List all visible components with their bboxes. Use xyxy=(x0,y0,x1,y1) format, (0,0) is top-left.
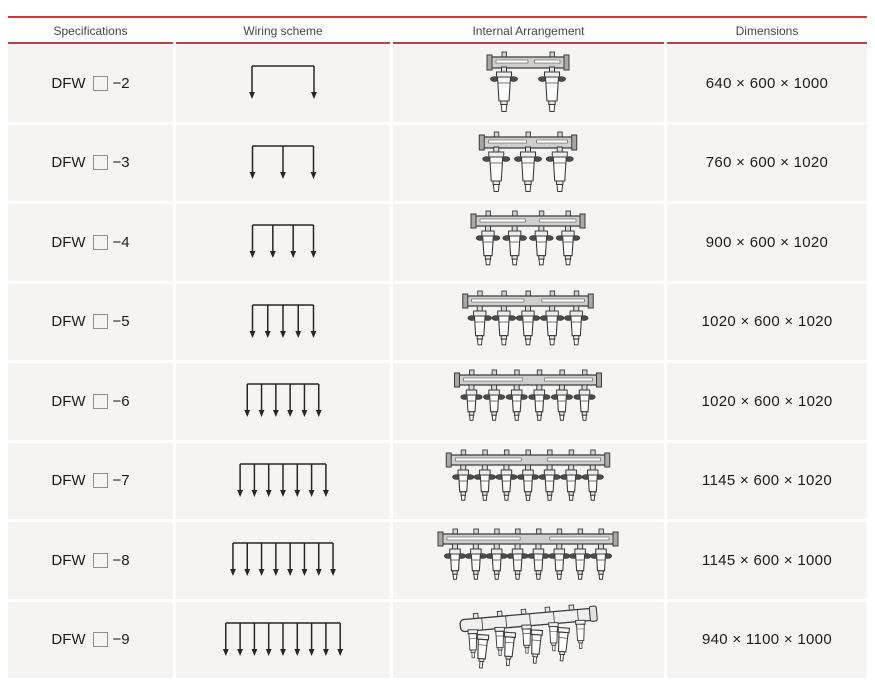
dimensions-value: 940 × 1100 × 1000 xyxy=(702,631,832,649)
internal-arrangement-cell xyxy=(393,204,664,281)
wiring-scheme-cell xyxy=(176,602,390,679)
wiring-scheme-diagram xyxy=(176,284,390,360)
spec-cell xyxy=(8,443,173,520)
spec-prefix: DFW xyxy=(51,74,86,92)
wiring-scheme-diagram xyxy=(176,125,390,201)
spec-placeholder-box-icon xyxy=(93,155,108,170)
spec-label xyxy=(51,75,129,92)
wiring-scheme-cell xyxy=(176,45,390,122)
dimensions-value: 1145 × 600 × 1000 xyxy=(702,551,832,569)
spec-suffix: −4 xyxy=(112,233,130,251)
spec-prefix: DFW xyxy=(51,631,86,649)
spec-label xyxy=(51,313,129,330)
spec-suffix: −6 xyxy=(112,392,130,410)
internal-arrangement-cell xyxy=(393,45,664,122)
spec-suffix: −9 xyxy=(112,631,130,649)
spec-label xyxy=(51,234,129,251)
spec-label xyxy=(51,552,129,569)
wiring-scheme-diagram xyxy=(176,602,390,678)
internal-arrangement-cell xyxy=(393,363,664,440)
spec-placeholder-box-icon xyxy=(93,473,108,488)
internal-arrangement-cell xyxy=(393,284,664,361)
internal-arrangement-drawing xyxy=(393,204,664,280)
table-row xyxy=(8,45,867,122)
table-row xyxy=(8,284,867,361)
dimensions-value: 1020 × 600 × 1020 xyxy=(701,392,833,410)
internal-arrangement-drawing xyxy=(393,363,664,439)
spec-suffix: −8 xyxy=(112,551,130,569)
dimensions-cell xyxy=(667,125,867,202)
internal-arrangement-drawing xyxy=(393,522,664,598)
wiring-scheme-cell xyxy=(176,443,390,520)
spec-placeholder-box-icon xyxy=(93,553,108,568)
spec-cell xyxy=(8,125,173,202)
column-header-dimensions: Dimensions xyxy=(667,19,867,44)
spec-placeholder-box-icon xyxy=(93,314,108,329)
dimensions-cell xyxy=(667,443,867,520)
spec-suffix: −5 xyxy=(112,313,130,331)
wiring-scheme-diagram xyxy=(176,443,390,519)
table-row xyxy=(8,125,867,202)
spec-prefix: DFW xyxy=(51,233,86,251)
internal-arrangement-drawing xyxy=(393,125,664,201)
spec-placeholder-box-icon xyxy=(93,76,108,91)
table-top-rule xyxy=(8,16,867,18)
spec-cell xyxy=(8,522,173,599)
spec-label xyxy=(51,154,129,171)
dimensions-value: 640 × 600 × 1000 xyxy=(705,74,829,92)
spec-cell xyxy=(8,602,173,679)
dimensions-value: 1020 × 600 × 1020 xyxy=(701,313,833,331)
spec-suffix: −7 xyxy=(112,472,130,490)
spec-prefix: DFW xyxy=(51,472,86,490)
wiring-scheme-diagram xyxy=(176,522,390,598)
wiring-scheme-cell xyxy=(176,204,390,281)
spec-cell xyxy=(8,45,173,122)
internal-arrangement-drawing xyxy=(393,45,664,121)
spec-suffix: −2 xyxy=(112,74,130,92)
table-row xyxy=(8,522,867,599)
spec-placeholder-box-icon xyxy=(93,235,108,250)
internal-arrangement-drawing xyxy=(393,443,664,519)
spec-prefix: DFW xyxy=(51,392,86,410)
dimensions-cell xyxy=(667,204,867,281)
wiring-scheme-diagram xyxy=(176,363,390,439)
dimensions-value: 1145 × 600 × 1020 xyxy=(702,472,832,490)
spec-prefix: DFW xyxy=(51,551,86,569)
dimensions-cell xyxy=(667,522,867,599)
spec-suffix: −3 xyxy=(112,154,130,172)
table-row xyxy=(8,602,867,679)
column-header-internal-arrangement: Internal Arrangement xyxy=(393,19,664,44)
spec-placeholder-box-icon xyxy=(93,394,108,409)
internal-arrangement-drawing xyxy=(393,602,664,678)
internal-arrangement-cell xyxy=(393,602,664,679)
dimensions-cell xyxy=(667,363,867,440)
table-row xyxy=(8,443,867,520)
wiring-scheme-diagram xyxy=(176,45,390,121)
product-spec-table xyxy=(8,16,867,678)
dimensions-cell xyxy=(667,45,867,122)
spec-cell xyxy=(8,204,173,281)
wiring-scheme-cell xyxy=(176,363,390,440)
spec-placeholder-box-icon xyxy=(93,632,108,647)
wiring-scheme-cell xyxy=(176,125,390,202)
dimensions-value: 760 × 600 × 1020 xyxy=(705,154,829,172)
dimensions-value: 900 × 600 × 1020 xyxy=(705,233,829,251)
dimensions-cell xyxy=(667,602,867,679)
internal-arrangement-cell xyxy=(393,125,664,202)
spec-label xyxy=(51,472,129,489)
spec-label xyxy=(51,393,129,410)
spec-cell xyxy=(8,284,173,361)
spec-prefix: DFW xyxy=(51,154,86,172)
dimensions-cell xyxy=(667,284,867,361)
internal-arrangement-cell xyxy=(393,443,664,520)
wiring-scheme-diagram xyxy=(176,204,390,280)
internal-arrangement-cell xyxy=(393,522,664,599)
spec-label xyxy=(51,631,129,648)
spec-cell xyxy=(8,363,173,440)
column-header-wiring-scheme: Wiring scheme xyxy=(176,19,390,44)
internal-arrangement-drawing xyxy=(393,284,664,360)
column-header-specifications: Specifications xyxy=(8,19,173,44)
table-row xyxy=(8,204,867,281)
table-body xyxy=(8,45,867,678)
spec-prefix: DFW xyxy=(51,313,86,331)
wiring-scheme-cell xyxy=(176,522,390,599)
table-row xyxy=(8,363,867,440)
wiring-scheme-cell xyxy=(176,284,390,361)
table-header-row xyxy=(8,19,867,44)
